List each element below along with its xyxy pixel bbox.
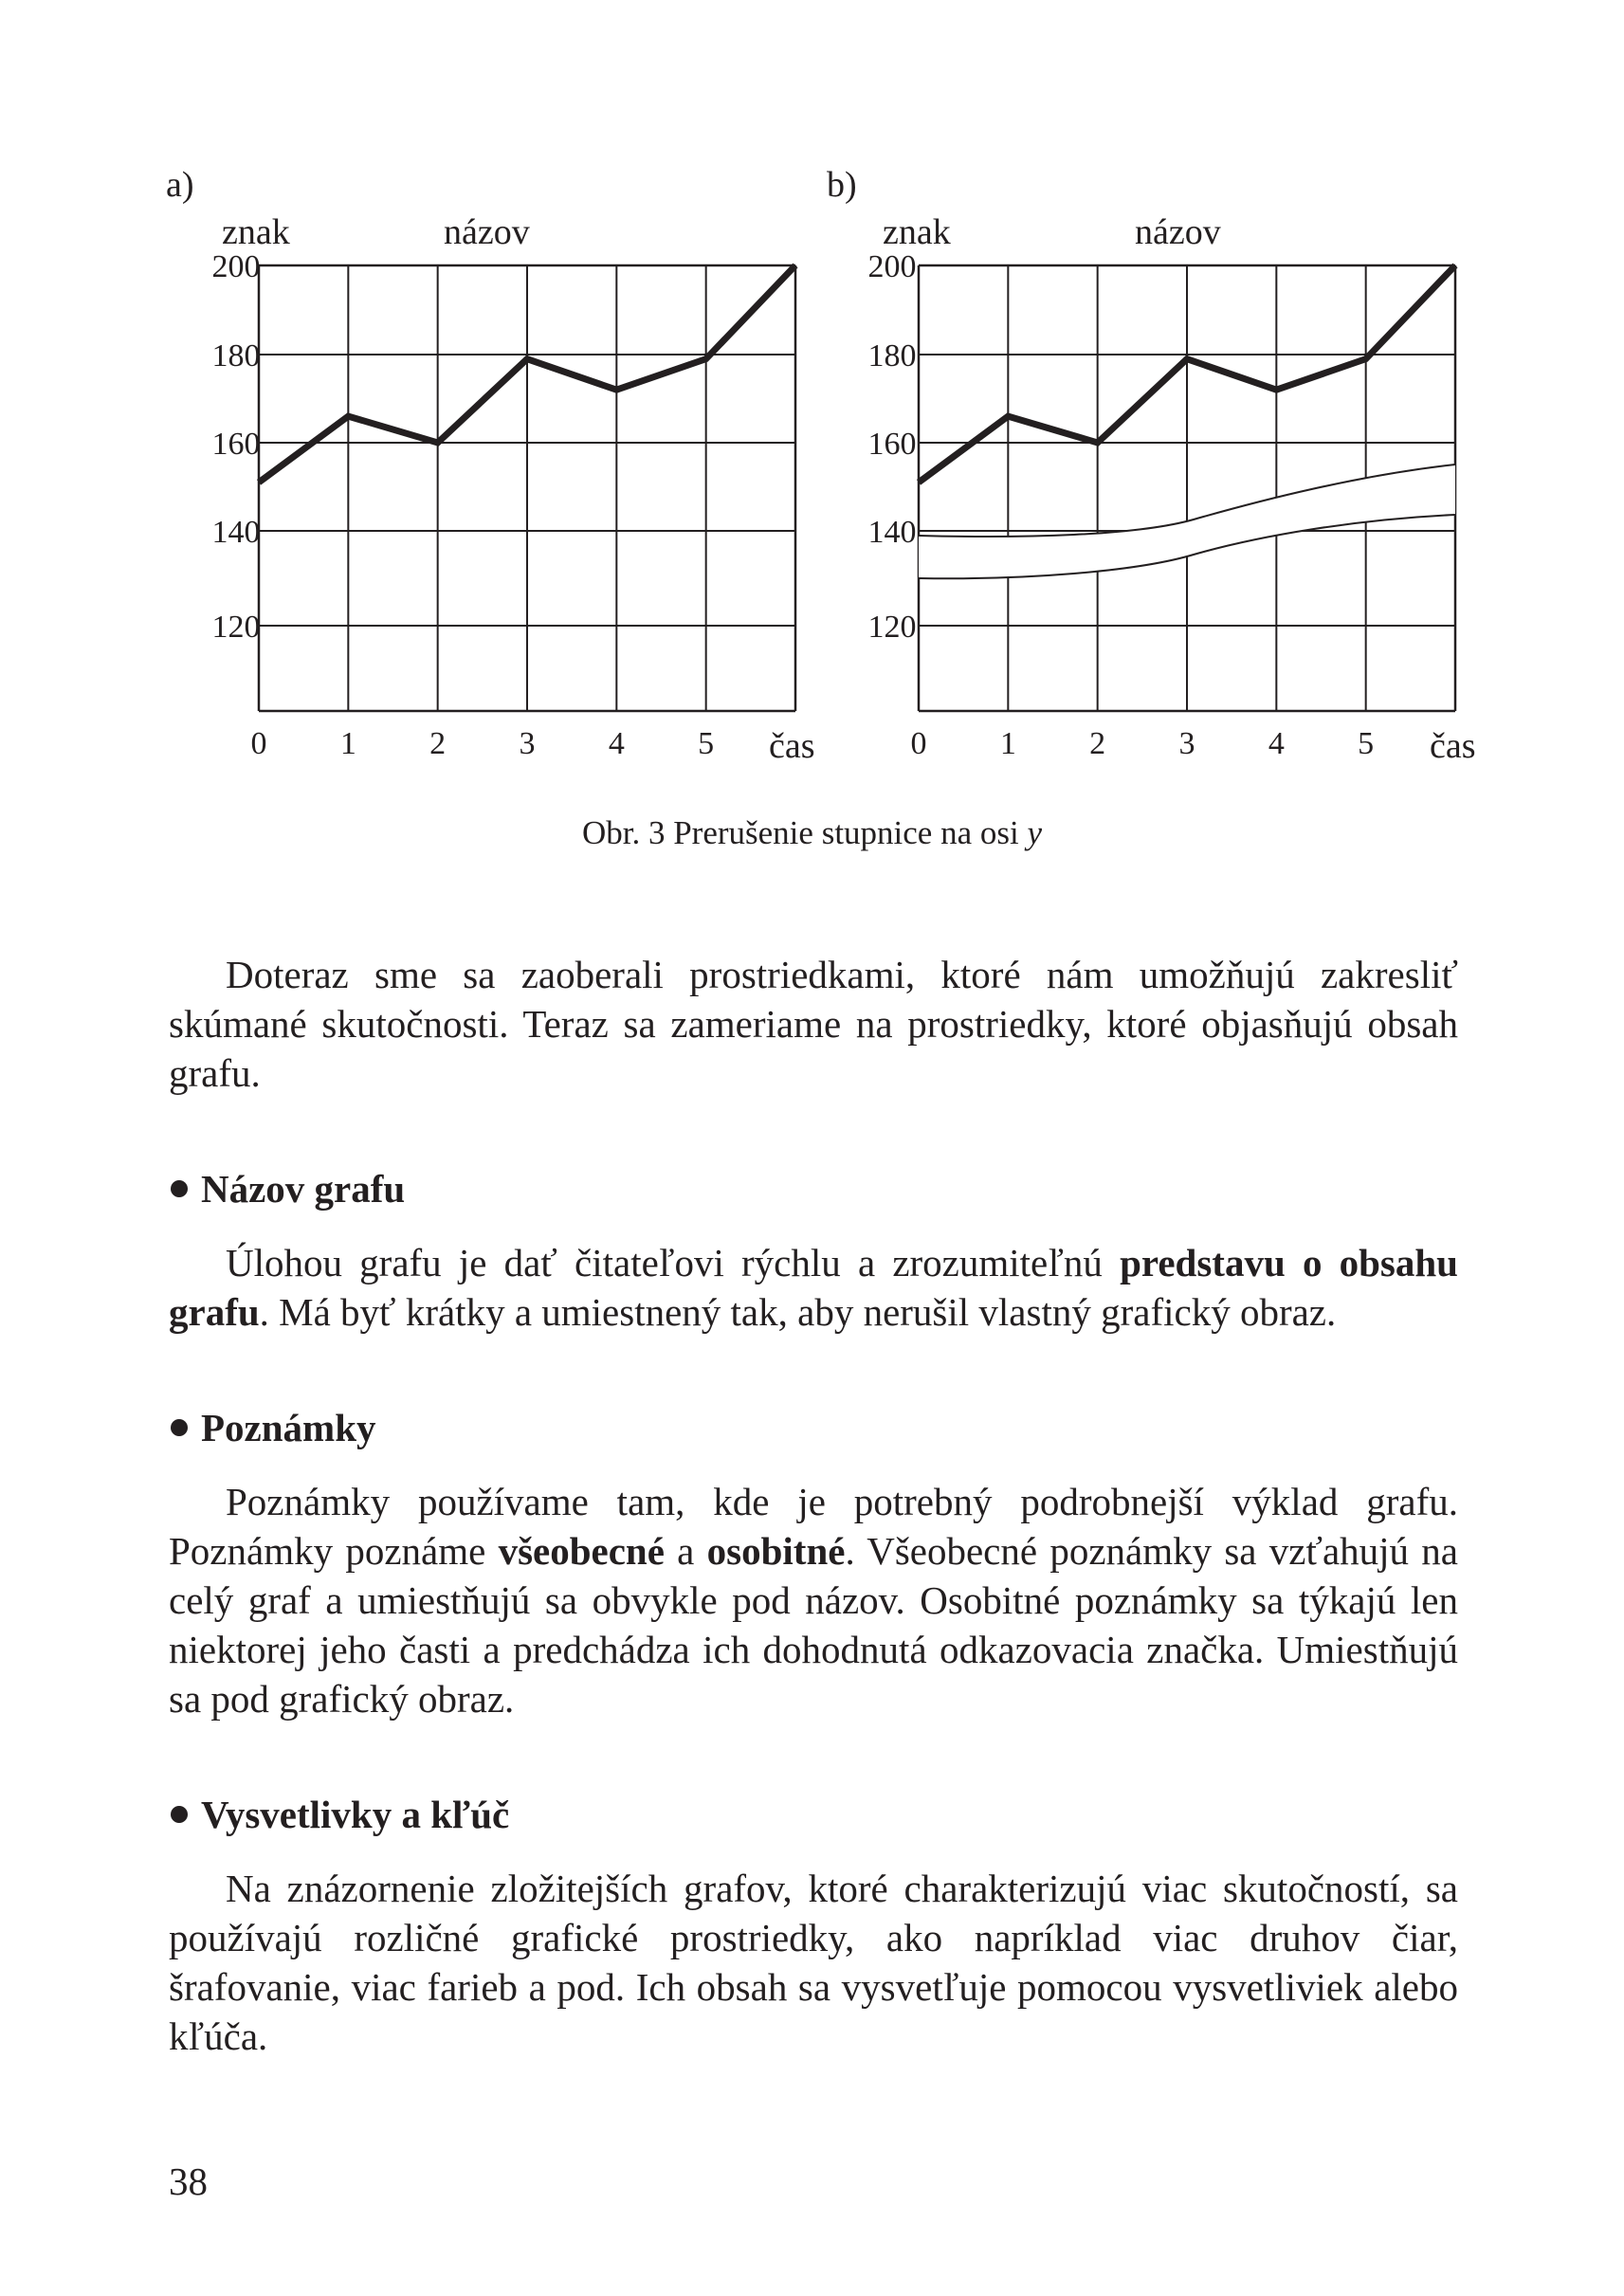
x-tick-label: 4	[1268, 726, 1285, 761]
caption-variable: y	[1027, 814, 1043, 851]
y-tick-labels	[212, 249, 261, 645]
x-tick-label: 5	[1358, 726, 1375, 761]
text-run: a	[664, 1529, 707, 1573]
caption-text: Obr. 3 Prerušenie stupnice na osi	[581, 814, 1028, 851]
x-tick-label: 5	[698, 726, 715, 761]
x-tick-label: 4	[608, 726, 625, 761]
x-tick-label: 3	[519, 726, 536, 761]
section-paragraph: Na znázornenie zložitejších grafov, ktoré charakterizujú viac skutočností, sa používajú rozličné grafické prostriedky, ako napríklad viac druhov čiar, šrafovanie, viac farieb a pod. Ich obsah sa vysvetľuje pomocou vysvetliviek alebo kľúča.	[169, 1867, 1458, 2058]
text-run: . Všeobecné poznámky sa vzťahujú na celý graf a umiestňujú sa obvykle pod názov. Osobitné poznámky sa týkajú len niektorej jeho časti a predchádza ich dohodnutá odkazovacia značka. Umiestňujú sa pod grafický obraz.	[169, 1529, 1459, 1721]
section-paragraph	[169, 1238, 1458, 1337]
heading-text: Poznámky	[201, 1406, 376, 1449]
bullet-icon	[171, 1806, 188, 1823]
y-tick-label: 160	[867, 427, 917, 462]
x-axis-label: čas	[1430, 726, 1476, 766]
y-tick-label: 180	[211, 338, 261, 374]
chart-grid	[259, 265, 795, 711]
section-heading	[169, 1403, 1458, 1452]
x-tick-label: 0	[910, 726, 927, 761]
figure-caption	[0, 813, 1624, 853]
sign-label: znak	[222, 212, 290, 252]
x-tick-label: 2	[1089, 726, 1106, 761]
section-paragraph	[169, 1477, 1458, 1723]
y-tick-label: 160	[211, 427, 261, 462]
x-tick-label: 3	[1178, 726, 1195, 761]
bold-term: všeobecné	[498, 1529, 665, 1573]
bold-term: osobitné	[706, 1529, 846, 1573]
heading-text: Názov grafu	[201, 1167, 406, 1211]
bullet-icon	[171, 1419, 188, 1436]
panel-label: a)	[166, 165, 194, 205]
y-tick-label: 200	[867, 249, 917, 284]
chart-panel-a	[166, 165, 815, 766]
text-run: . Má byť krátky a umiestnený tak, aby nerušil vlastný grafický obraz.	[259, 1290, 1337, 1334]
x-tick-label: 1	[999, 726, 1016, 761]
text-run: Úlohou grafu je dať čitateľovi rýchlu a zrozumiteľnú	[226, 1241, 1121, 1285]
figure	[0, 0, 1624, 891]
y-tick-label: 140	[867, 515, 917, 550]
chart-panel-b	[827, 165, 1476, 766]
section-heading	[169, 1790, 1458, 1839]
heading-text: Vysvetlivky a kľúč	[201, 1793, 510, 1836]
page-number: 38	[169, 2159, 208, 2203]
bullet-icon	[171, 1180, 188, 1197]
text-run: Poznámky používame tam, kde je potrebný podrobnejší výklad grafu. Poznámky poznáme	[169, 1480, 1458, 1573]
section-heading	[169, 1164, 1458, 1213]
y-tick-label: 120	[867, 610, 917, 645]
intro-paragraph: Doteraz sme sa zaoberali prostriedkami, ktoré nám umožňujú zakresliť skúmané skutočnosti. Teraz sa zameriame na prostriedky, ktoré objasňujú obsah grafu.	[169, 953, 1458, 1095]
y-tick-label: 200	[211, 249, 261, 284]
panel-label: b)	[827, 165, 857, 205]
x-tick-label: 0	[250, 726, 267, 761]
y-tick-label: 140	[211, 515, 261, 550]
x-tick-label: 1	[339, 726, 356, 761]
body-text	[169, 950, 1458, 2061]
title-label: názov	[444, 212, 530, 252]
x-tick-label: 2	[429, 726, 447, 761]
y-tick-labels	[868, 249, 917, 645]
title-label: názov	[1135, 212, 1221, 252]
y-tick-label: 120	[211, 610, 261, 645]
sign-label: znak	[883, 212, 951, 252]
x-tick-labels	[911, 726, 1375, 761]
bold-term: predstavu o obsahu grafu	[169, 1241, 1458, 1334]
x-tick-labels	[251, 726, 715, 761]
y-tick-label: 180	[867, 338, 917, 374]
x-axis-label: čas	[769, 726, 815, 766]
